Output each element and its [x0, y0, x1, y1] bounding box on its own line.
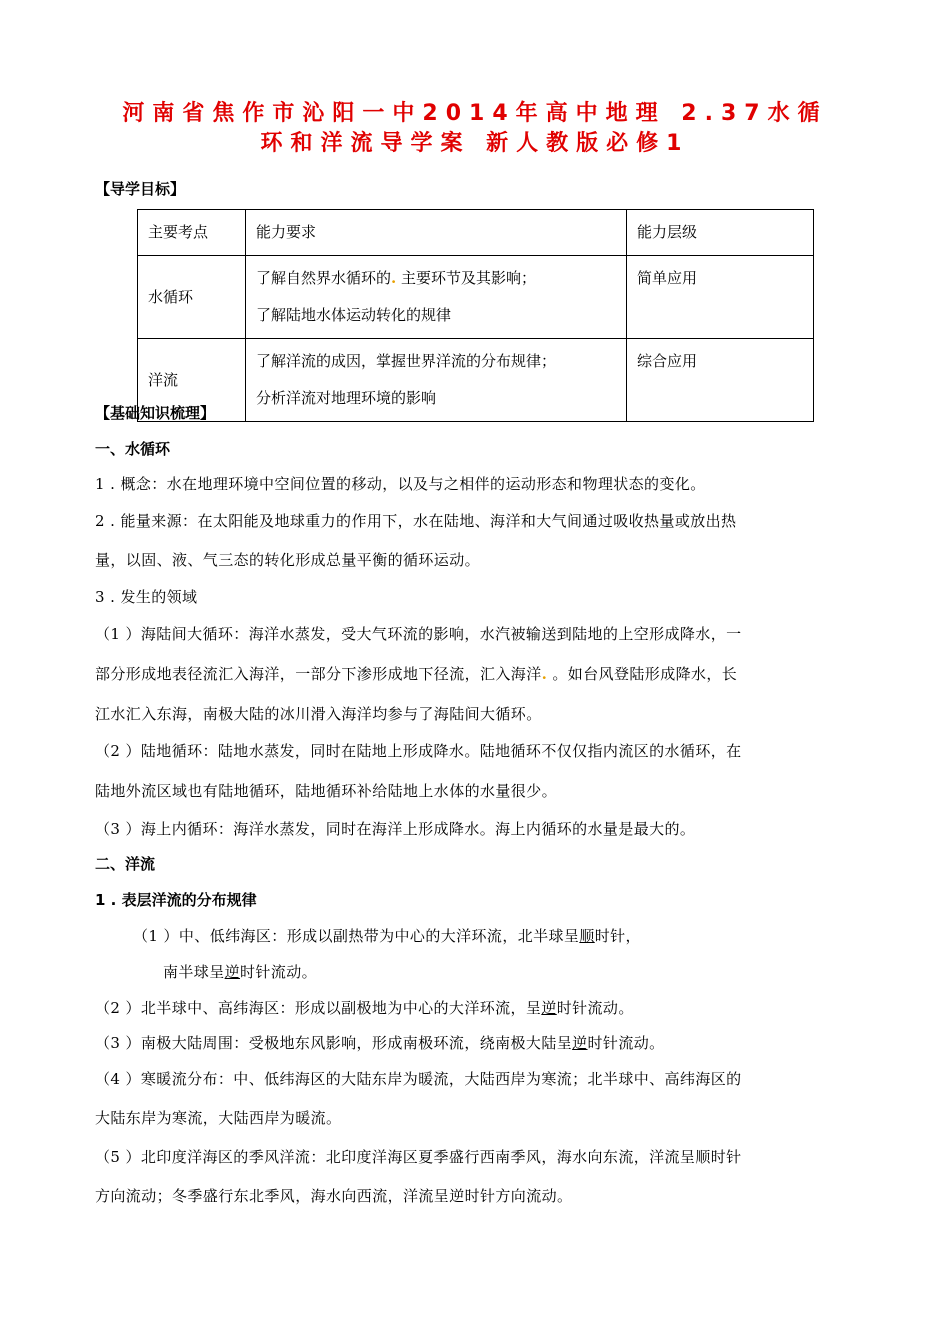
paragraph — [133, 925, 641, 946]
header-cell: 能力层级 — [627, 210, 814, 256]
paragraph: 方向流动；冬季盛行东北季风，海水向西流，洋流呈逆时针方向流动。 — [95, 1187, 573, 1205]
level-cell: 综合应用 — [627, 339, 814, 422]
marker-dot: . — [541, 665, 548, 683]
topic-cell: 洋流 — [138, 339, 246, 422]
paragraph: （4 ）寒暖流分布：中、低纬海区的大陆东岸为暖流，大陆西岸为寒流；北半球中、高纬海区的 — [95, 1070, 742, 1088]
marker-dot: . — [391, 269, 397, 287]
paragraph: （2 ）陆地循环：陆地水蒸发，同时在陆地上形成降水。陆地循环不仅仅指内流区的水循环，在 — [95, 742, 742, 760]
paragraph — [95, 663, 737, 684]
paragraph: 1 . 概念：水在地理环境中空间位置的移动，以及与之相伴的运动形态和物理状态的变化。 — [95, 475, 706, 493]
text-run: 南半球呈 — [163, 963, 225, 981]
text-run: 时针流动。 — [587, 1034, 665, 1052]
header-cell: 主要考点 — [138, 210, 246, 256]
text-run: （1 ）中、低纬海区：形成以副热带为中心的大洋环流，北半球呈 — [133, 927, 580, 945]
paragraph: 江水汇入东海，南极大陆的冰川滑入海洋均参与了海陆间大循环。 — [95, 705, 542, 723]
requirement-text: 了解自然界水循环的 — [256, 269, 392, 287]
paragraph: 陆地外流区域也有陆地循环，陆地循环补给陆地上水体的水量很少。 — [95, 782, 558, 800]
requirement-cell — [246, 339, 627, 422]
page-title-line-2: 环和洋流导学案 新人教版必修1 — [260, 131, 690, 156]
paragraph: （1 ）海陆间大循环：海洋水蒸发，受大气环流的影响，水汽被输送到陆地的上空形成降水，一 — [95, 625, 742, 643]
paragraph: 2 . 能量来源：在太阳能及地球重力的作用下，水在陆地、海洋和大气间通过吸收热量或放出热 — [95, 512, 737, 530]
page-title-line-1: 河南省焦作市沁阳一中2014年高中地理 2.37水循 — [122, 101, 828, 126]
paragraph: 量，以固、液、气三态的转化形成总量平衡的循环运动。 — [95, 551, 481, 569]
underlined-answer: 顺 — [579, 927, 595, 945]
table-row — [138, 256, 814, 339]
requirement-text: 了解陆地水体运动转化的规律 — [256, 306, 452, 324]
underlined-answer: 逆 — [224, 963, 241, 981]
text-run: 时针， — [594, 927, 641, 945]
text-run: 时针流动。 — [240, 963, 318, 981]
text-run: 部分形成地表径流汇入海洋，一部分下渗形成地下径流，汇入海洋 — [95, 665, 542, 683]
ocean-current-heading: 二、洋流 — [95, 855, 156, 873]
table-row — [138, 339, 814, 422]
requirement-text: 分析洋流对地理环境的影响 — [256, 389, 437, 407]
goal-table — [137, 209, 814, 422]
paragraph: （5 ）北印度洋海区的季风洋流：北印度洋海区夏季盛行西南季风，海水向东流，洋流呈顺时针 — [95, 1148, 742, 1166]
underlined-answer: 逆 — [572, 1034, 588, 1052]
header-cell: 能力要求 — [246, 210, 627, 256]
text-run: （2 ）北半球中、高纬海区：形成以副极地为中心的大洋环流，呈 — [95, 999, 542, 1017]
requirement-text: 主要环节及其影响； — [396, 269, 537, 287]
text-run: 。如台风登陆形成降水，长 — [547, 665, 738, 683]
paragraph: 3 . 发生的领域 — [95, 588, 198, 606]
underlined-answer: 逆 — [541, 999, 557, 1017]
topic-cell: 水循环 — [138, 256, 246, 339]
requirement-text: 了解洋流的成因，掌握世界洋流的分布规律； — [256, 352, 557, 370]
table-header-row — [138, 210, 814, 256]
paragraph — [95, 997, 634, 1018]
text-run: （3 ）南极大陆周围：受极地东风影响，形成南极环流，绕南极大陆呈 — [95, 1034, 573, 1052]
text-run: 时针流动。 — [556, 999, 634, 1017]
paragraph: （3 ）海上内循环：海洋水蒸发，同时在海洋上形成降水。海上内循环的水量是最大的。 — [95, 820, 696, 838]
basics-heading: 【基础知识梳理】 — [95, 404, 216, 422]
water-cycle-heading: 一、水循环 — [95, 440, 171, 458]
paragraph — [95, 1032, 665, 1053]
paragraph: 大陆东岸为寒流，大陆西岸为暖流。 — [95, 1109, 342, 1127]
paragraph — [163, 961, 317, 982]
goal-heading: 【导学目标】 — [95, 180, 186, 198]
requirement-cell — [246, 256, 627, 339]
level-cell: 简单应用 — [627, 256, 814, 339]
subsection-heading: 1 . 表层洋流的分布规律 — [95, 891, 257, 909]
